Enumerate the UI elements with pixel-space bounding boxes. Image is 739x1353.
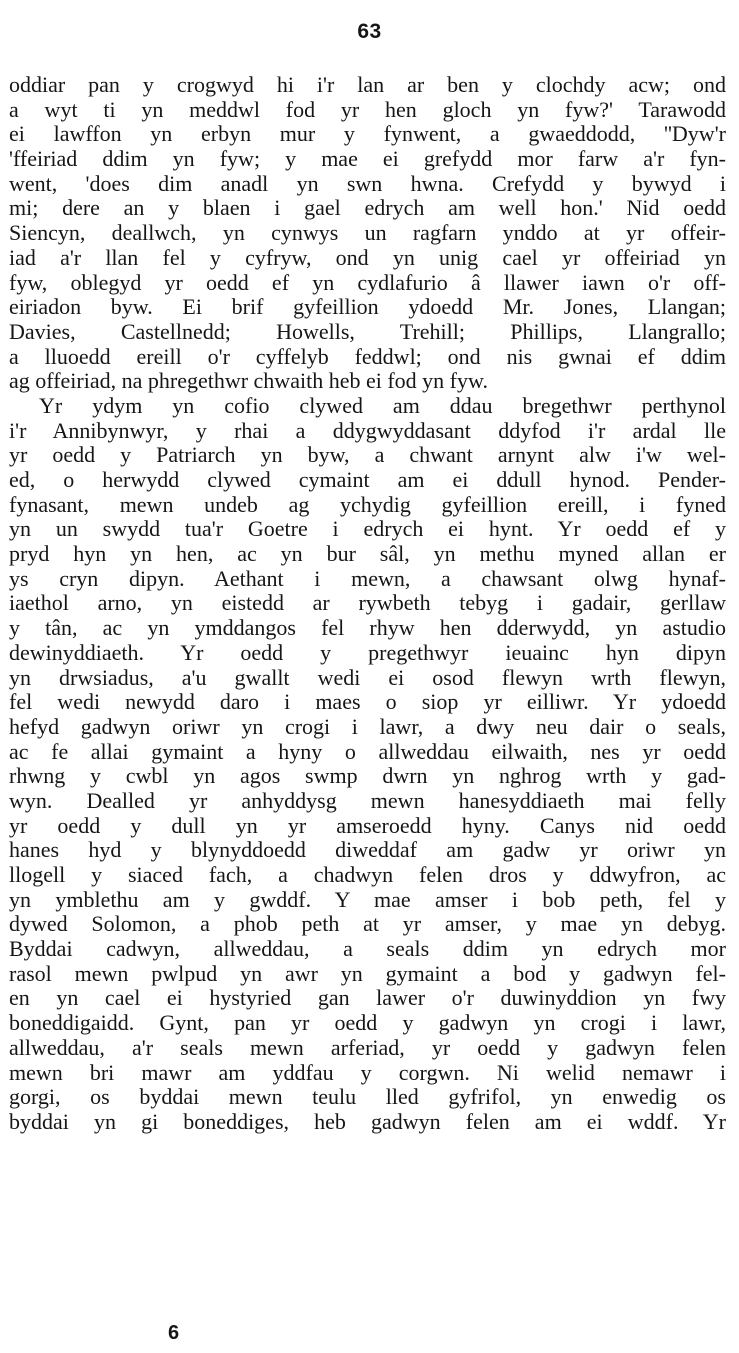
text-line: ac fe allai gymaint a hyny o allweddau eilwaith, nes yr oedd: [9, 738, 726, 764]
text-line: en yn cael ei hystyried gan lawer o'r duwinyddion yn fwy: [9, 985, 726, 1011]
text-line: ag offeiriad, na phregethwr chwaith heb ei fod yn fyw.: [9, 368, 488, 394]
signature-mark: 6: [168, 1322, 180, 1344]
text-line: yr oedd y dull yn yr amseroedd hyny. Canys nid oedd: [9, 812, 726, 838]
text-line: gorgi, os byddai mewn teulu lled gyfrifol, yn enwedig os: [9, 1084, 726, 1110]
text-line: eiriadon byw. Ei brif gyfeillion ydoedd Mr. Jones, Llangan;: [9, 294, 726, 320]
text-line: a lluoedd ereill o'r cyffelyb feddwl; ond nis gwnai ef ddim: [9, 343, 726, 369]
text-line: wyn. Dealled yr anhyddysg mewn hanesyddiaeth mai felly: [9, 787, 726, 813]
text-line: boneddigaidd. Gynt, pan yr oedd y gadwyn yn crogi i lawr,: [9, 1010, 726, 1036]
text-line: 'ffeiriad ddim yn fyw; y mae ei grefydd mor farw a'r fyn-: [9, 146, 726, 172]
text-line: fyw, oblegyd yr oedd ef yn cydlafurio â llawer iawn o'r off-: [9, 269, 726, 295]
text-line: dywed Solomon, a phob peth at yr amser, y mae yn debyg.: [9, 911, 726, 937]
text-line: ei lawffon yn erbyn mur y fynwent, a gwaeddodd, ''Dyw'r: [9, 121, 726, 147]
text-line: ys cryn dipyn. Aethant i mewn, a chawsant olwg hynaf-: [9, 565, 726, 591]
text-line: mewn bri mawr am yddfau y corgwn. Ni welid nemawr i: [9, 1059, 726, 1085]
text-line: byddai yn gi boneddiges, heb gadwyn felen am ei wddf. Yr: [9, 1108, 726, 1134]
text-line: Davies, Castellnedd; Howells, Trehill; Phillips, Llangrallo;: [9, 318, 726, 344]
text-line: i'r Annibynwyr, y rhai a ddygwyddasant ddyfod i'r ardal lle: [9, 417, 726, 443]
text-line: Byddai cadwyn, allweddau, a seals ddim yn edrych mor: [9, 936, 726, 962]
text-line: mi; dere an y blaen i gael edrych am well hon.' Nid oedd: [9, 195, 726, 221]
body-text: [9, 73, 726, 1135]
text-line: oddiar pan y crogwyd hi i'r lan ar ben y clochdy acw; ond: [9, 72, 726, 97]
text-line: fel wedi newydd daro i maes o siop yr eilliwr. Yr ydoedd: [9, 689, 726, 715]
text-line: yn drwsiadus, a'u gwallt wedi ei osod flewyn wrth flewyn,: [9, 664, 726, 690]
text-line: y tân, ac yn ymddangos fel rhyw hen dderwydd, yn astudio: [9, 615, 726, 641]
text-line: hefyd gadwyn oriwr yn crogi i lawr, a dwy neu dair o seals,: [9, 713, 726, 739]
text-line: yn un swydd tua'r Goetre i edrych ei hynt. Yr oedd ef y: [9, 516, 726, 542]
text-line: yr oedd y Patriarch yn byw, a chwant arnynt alw i'w wel-: [9, 442, 726, 468]
page-number: 63: [357, 20, 382, 43]
text-line: a wyt ti yn meddwl fod yr hen gloch yn fyw?' Tarawodd: [9, 96, 726, 122]
text-line: Siencyn, deallwch, yn cynwys un ragfarn ynddo at yr offeir-: [9, 220, 726, 246]
text-line: fynasant, mewn undeb ag ychydig gyfeillion ereill, i fyned: [9, 491, 726, 517]
text-line: went, 'does dim anadl yn swn hwna. Crefydd y bywyd i: [9, 170, 726, 196]
text-line: Yr ydym yn cofio clywed am ddau bregethwr perthynol: [39, 392, 726, 418]
text-line: pryd hyn yn hen, ac yn bur sâl, yn methu myned allan er: [9, 541, 726, 567]
text-line: rhwng y cwbl yn agos swmp dwrn yn nghrog wrth y gad-: [9, 763, 726, 789]
text-line: yn ymblethu am y gwddf. Y mae amser i bob peth, fel y: [9, 886, 726, 912]
text-line: iaethol arno, yn eistedd ar rywbeth tebyg i gadair, gerllaw: [9, 590, 726, 616]
text-line: llogell y siaced fach, a chadwyn felen dros y ddwyfron, ac: [9, 862, 726, 887]
text-line: ed, o herwydd clywed cymaint am ei ddull hynod. Pender-: [9, 467, 726, 492]
text-line: hanes hyd y blynyddoedd diweddaf am gadw yr oriwr yn: [9, 837, 726, 863]
text-line: dewinyddiaeth. Yr oedd y pregethwyr ieuainc hyn dipyn: [9, 639, 726, 665]
text-line: allweddau, a'r seals mewn arferiad, yr oedd y gadwyn felen: [9, 1034, 726, 1060]
text-line: iad a'r llan fel y cyfryw, ond yn unig cael yr offeiriad yn: [9, 244, 726, 270]
text-line: rasol mewn pwlpud yn awr yn gymaint a bod y gadwyn fel-: [9, 960, 726, 986]
